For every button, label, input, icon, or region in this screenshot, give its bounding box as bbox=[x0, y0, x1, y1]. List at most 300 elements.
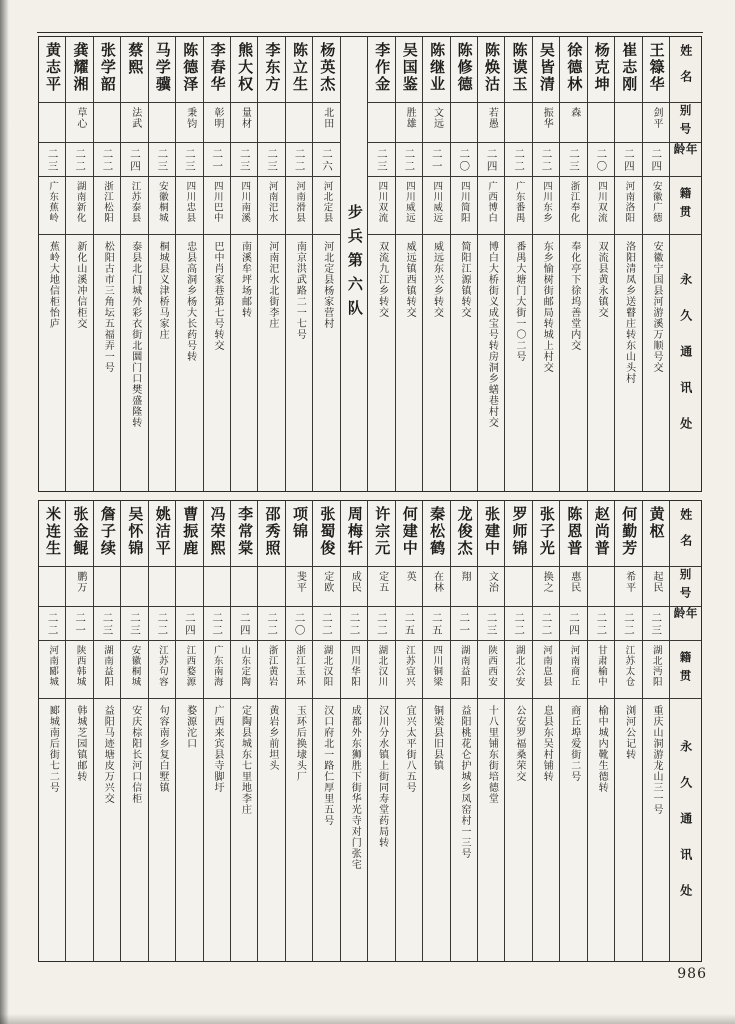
address-cell bbox=[313, 699, 339, 961]
name-text: 陈谟玉 bbox=[510, 42, 529, 93]
name-cell bbox=[505, 501, 531, 567]
name-cell bbox=[231, 501, 257, 567]
address-text: 公安罗福桑荣交 bbox=[513, 705, 525, 782]
age-text: 二二 bbox=[101, 148, 114, 173]
alias-cell bbox=[176, 567, 202, 607]
alias-text: 北田 bbox=[321, 107, 333, 129]
name-cell bbox=[121, 501, 147, 567]
native-text: 四川双流 bbox=[595, 181, 607, 223]
native-cell bbox=[396, 177, 422, 235]
header-native bbox=[670, 177, 701, 235]
native-cell bbox=[39, 177, 65, 235]
native-text: 四川威远 bbox=[403, 181, 415, 223]
age-text: 二一 bbox=[211, 148, 224, 173]
native-text: 广东蕉岭 bbox=[47, 181, 59, 223]
age-cell bbox=[286, 143, 312, 177]
header-native-label: 籍贯 bbox=[678, 651, 693, 688]
alias-cell bbox=[39, 103, 65, 143]
address-cell bbox=[643, 699, 669, 961]
address-text: 益阳桃花仑护城乡凤窑村一三号 bbox=[458, 705, 470, 859]
native-text: 河南息县 bbox=[541, 645, 553, 687]
header-native-label: 籍贯 bbox=[678, 187, 693, 224]
person-column bbox=[588, 37, 615, 491]
name-cell bbox=[615, 37, 641, 103]
person-column bbox=[643, 37, 670, 491]
native-text: 湖北汉川 bbox=[376, 645, 388, 687]
header-age-label: 年龄 bbox=[672, 143, 699, 162]
address-text: 新化山溪冲信柜交 bbox=[74, 241, 86, 329]
age-text: 二二 bbox=[513, 148, 526, 173]
alias-cell bbox=[423, 103, 449, 143]
alias-cell bbox=[368, 567, 394, 607]
address-cell bbox=[615, 699, 641, 961]
name-text: 陈继业 bbox=[428, 42, 447, 93]
age-cell bbox=[313, 607, 339, 641]
native-cell bbox=[204, 641, 230, 699]
alias-cell bbox=[341, 567, 367, 607]
name-text: 姚洁平 bbox=[153, 506, 172, 557]
native-text: 湖北沔阳 bbox=[650, 645, 662, 687]
roster-table-bottom bbox=[38, 500, 702, 962]
address-cell bbox=[258, 699, 284, 961]
alias-text: 定五 bbox=[376, 571, 388, 593]
name-cell bbox=[313, 501, 339, 567]
alias-text: 惠民 bbox=[568, 571, 580, 593]
address-text: 成都外东狮胜下街华光寺对门张宅 bbox=[349, 705, 361, 870]
age-text: 二四 bbox=[622, 148, 635, 173]
person-column bbox=[615, 501, 642, 961]
name-text: 黄志平 bbox=[44, 42, 63, 93]
alias-cell bbox=[204, 567, 230, 607]
age-text: 二三 bbox=[238, 148, 251, 173]
name-cell bbox=[149, 37, 175, 103]
age-cell bbox=[560, 143, 586, 177]
address-cell bbox=[368, 699, 394, 961]
native-cell bbox=[121, 641, 147, 699]
name-text: 熊大权 bbox=[236, 42, 255, 93]
age-cell bbox=[396, 143, 422, 177]
native-text: 江苏宜兴 bbox=[403, 645, 415, 687]
section-label-column bbox=[341, 37, 368, 491]
age-text: 二三 bbox=[156, 148, 169, 173]
age-text: 二二 bbox=[375, 612, 388, 637]
name-cell bbox=[39, 37, 65, 103]
name-text: 詹子续 bbox=[98, 506, 117, 557]
name-cell bbox=[94, 501, 120, 567]
native-cell bbox=[368, 177, 394, 235]
address-text: 益阳马迹塘皮万兴交 bbox=[102, 705, 114, 804]
address-text: 宜兴太平街八五号 bbox=[404, 705, 416, 793]
age-cell bbox=[643, 143, 669, 177]
name-text: 陈焕沽 bbox=[483, 42, 502, 93]
name-text: 邵秀照 bbox=[263, 506, 282, 557]
age-text: 二三 bbox=[485, 612, 498, 637]
header-alias bbox=[670, 567, 701, 607]
name-cell bbox=[478, 37, 504, 103]
person-column bbox=[176, 37, 203, 491]
header-name-label: 姓名 bbox=[678, 43, 693, 96]
age-cell bbox=[588, 607, 614, 641]
name-cell bbox=[643, 37, 669, 103]
age-cell bbox=[176, 607, 202, 641]
person-column bbox=[588, 501, 615, 961]
address-text: 玉环后换埭头厂 bbox=[294, 705, 306, 782]
name-cell bbox=[615, 501, 641, 567]
alias-cell bbox=[615, 567, 641, 607]
age-text: 二四 bbox=[485, 148, 498, 173]
native-cell bbox=[94, 641, 120, 699]
alias-cell bbox=[533, 103, 559, 143]
age-text: 二三 bbox=[128, 612, 141, 637]
person-column bbox=[533, 37, 560, 491]
alias-text: 若愚 bbox=[486, 107, 498, 129]
native-cell bbox=[643, 641, 669, 699]
address-text: 韩城芝园镇邮转 bbox=[74, 705, 86, 782]
age-text: 二三 bbox=[650, 612, 663, 637]
native-text: 河南滑县 bbox=[294, 181, 306, 223]
alias-text: 换之 bbox=[541, 571, 553, 593]
alias-text: 秉钧 bbox=[184, 107, 196, 129]
address-text: 婺源沱口 bbox=[184, 705, 196, 749]
alias-cell bbox=[121, 103, 147, 143]
address-cell bbox=[423, 235, 449, 491]
address-text: 南溪牟坪场邮转 bbox=[239, 241, 251, 318]
name-text: 崔志刚 bbox=[620, 42, 639, 93]
alias-cell bbox=[204, 103, 230, 143]
alias-cell bbox=[121, 567, 147, 607]
address-cell bbox=[341, 699, 367, 961]
person-column bbox=[258, 501, 285, 961]
name-text: 陈修德 bbox=[455, 42, 474, 93]
address-cell bbox=[368, 235, 394, 491]
name-text: 龙俊杰 bbox=[455, 506, 474, 557]
address-text: 榆中城内靴生德转 bbox=[596, 705, 608, 793]
address-cell bbox=[451, 699, 477, 961]
person-column bbox=[643, 501, 670, 961]
name-cell bbox=[505, 37, 531, 103]
name-text: 罗师锦 bbox=[510, 506, 529, 557]
alias-text: 起民 bbox=[651, 571, 663, 593]
address-text: 浏河公记转 bbox=[623, 705, 635, 760]
roster-table-top bbox=[38, 36, 702, 492]
address-cell bbox=[588, 699, 614, 961]
alias-cell bbox=[286, 103, 312, 143]
address-text: 东乡愉树街邮局转城上村交 bbox=[541, 241, 553, 373]
address-text: 河北定县杨家营村 bbox=[321, 241, 333, 329]
header-address-label: 永久通讯处 bbox=[678, 740, 693, 920]
name-cell bbox=[451, 501, 477, 567]
age-text: 二一 bbox=[74, 612, 87, 637]
address-cell bbox=[478, 235, 504, 491]
native-cell bbox=[204, 177, 230, 235]
person-column bbox=[396, 501, 423, 961]
age-text: 二二 bbox=[348, 612, 361, 637]
name-cell bbox=[423, 37, 449, 103]
age-cell bbox=[368, 143, 394, 177]
person-column bbox=[451, 37, 478, 491]
address-text: 河南汜水北街李庄 bbox=[266, 241, 278, 329]
native-cell bbox=[643, 177, 669, 235]
name-text: 张子光 bbox=[537, 506, 556, 557]
age-cell bbox=[396, 607, 422, 641]
name-text: 王簶华 bbox=[647, 42, 666, 93]
age-cell bbox=[451, 143, 477, 177]
roster-columns-bottom bbox=[39, 501, 701, 961]
age-cell bbox=[121, 143, 147, 177]
address-cell bbox=[533, 235, 559, 491]
alias-cell bbox=[313, 103, 339, 143]
address-cell bbox=[231, 235, 257, 491]
native-cell bbox=[533, 641, 559, 699]
person-column bbox=[149, 37, 176, 491]
age-cell bbox=[533, 607, 559, 641]
native-cell bbox=[505, 177, 531, 235]
alias-cell bbox=[451, 567, 477, 607]
age-text: 二四 bbox=[567, 612, 580, 637]
alias-cell bbox=[478, 103, 504, 143]
alias-text: 定欧 bbox=[321, 571, 333, 593]
native-cell bbox=[341, 641, 367, 699]
alias-text: 斐平 bbox=[294, 571, 306, 593]
person-column bbox=[451, 501, 478, 961]
age-cell bbox=[341, 607, 367, 641]
person-column bbox=[39, 501, 66, 961]
header-native bbox=[670, 641, 701, 699]
native-cell bbox=[478, 177, 504, 235]
native-text: 广东番禺 bbox=[513, 181, 525, 223]
address-text: 泰县北门城外彩衣街北圜门口樊盛隆转 bbox=[129, 241, 141, 428]
section-label-text: 步兵第六队 bbox=[345, 204, 364, 324]
header-address-label: 永久通讯处 bbox=[678, 273, 693, 453]
address-text: 简阳江源镇转交 bbox=[458, 241, 470, 318]
name-cell bbox=[66, 37, 92, 103]
native-text: 陕西韩城 bbox=[74, 645, 86, 687]
address-cell bbox=[39, 235, 65, 491]
name-cell bbox=[286, 501, 312, 567]
name-text: 米连生 bbox=[44, 506, 63, 557]
age-text: 二一 bbox=[430, 148, 443, 173]
alias-cell bbox=[66, 103, 92, 143]
age-text: 二四 bbox=[128, 148, 141, 173]
header-alias bbox=[670, 103, 701, 143]
name-cell bbox=[231, 37, 257, 103]
alias-cell bbox=[396, 567, 422, 607]
age-text: 二二 bbox=[321, 612, 334, 637]
name-cell bbox=[588, 37, 614, 103]
alias-cell bbox=[396, 103, 422, 143]
native-text: 四川铜梁 bbox=[431, 645, 443, 687]
age-text: 二二 bbox=[403, 148, 416, 173]
address-cell bbox=[588, 235, 614, 491]
name-cell bbox=[368, 37, 394, 103]
address-text: 威远东兴乡转交 bbox=[431, 241, 443, 318]
name-text: 陈德泽 bbox=[181, 42, 200, 93]
age-text: 二二 bbox=[513, 612, 526, 637]
alias-text: 胜雄 bbox=[404, 107, 416, 129]
alias-text: 量材 bbox=[239, 107, 251, 129]
native-text: 江苏泰县 bbox=[129, 181, 141, 223]
native-text: 甘肃榆中 bbox=[595, 645, 607, 687]
name-text: 陈立生 bbox=[290, 42, 309, 93]
address-text: 安徽宁国县河游溪万顺号交 bbox=[651, 241, 663, 373]
name-text: 张金鲲 bbox=[71, 506, 90, 557]
name-cell bbox=[258, 501, 284, 567]
native-cell bbox=[286, 641, 312, 699]
person-column bbox=[396, 37, 423, 491]
alias-text: 在林 bbox=[431, 571, 443, 593]
address-cell bbox=[505, 699, 531, 961]
alias-text: 法武 bbox=[129, 107, 141, 129]
name-cell bbox=[533, 501, 559, 567]
native-text: 江苏太仓 bbox=[623, 645, 635, 687]
person-column bbox=[505, 501, 532, 961]
alias-cell bbox=[231, 567, 257, 607]
person-column bbox=[505, 37, 532, 491]
age-text: 二二 bbox=[211, 612, 224, 637]
address-text: 息县东吴村铺转 bbox=[541, 705, 553, 782]
address-text: 句容南乡复白墅镇 bbox=[157, 705, 169, 793]
name-text: 陈恩普 bbox=[565, 506, 584, 557]
alias-cell bbox=[176, 103, 202, 143]
address-text: 汉口府北一路仁厚里五号 bbox=[321, 705, 333, 826]
person-column bbox=[204, 501, 231, 961]
address-text: 南京洪武路二一七号 bbox=[294, 241, 306, 340]
address-text: 蕉岭大地信柜怡庐 bbox=[47, 241, 59, 329]
age-cell bbox=[39, 143, 65, 177]
alias-cell bbox=[588, 103, 614, 143]
address-cell bbox=[560, 235, 586, 491]
address-cell bbox=[121, 699, 147, 961]
address-cell bbox=[204, 235, 230, 491]
address-text: 黄岩乡前坦头 bbox=[266, 705, 278, 771]
header-alias-label: 别号 bbox=[678, 104, 693, 141]
age-text: 二二 bbox=[156, 612, 169, 637]
alias-cell bbox=[94, 567, 120, 607]
name-text: 吴怀锦 bbox=[126, 506, 145, 557]
native-cell bbox=[94, 177, 120, 235]
address-text: 巴中肖家巷第七号转交 bbox=[212, 241, 224, 351]
alias-cell bbox=[368, 103, 394, 143]
name-cell bbox=[560, 37, 586, 103]
person-column bbox=[423, 501, 450, 961]
address-cell bbox=[451, 235, 477, 491]
address-cell bbox=[94, 235, 120, 491]
age-cell bbox=[149, 143, 175, 177]
address-cell bbox=[286, 699, 312, 961]
address-cell bbox=[533, 699, 559, 961]
alias-cell bbox=[505, 103, 531, 143]
age-cell bbox=[615, 607, 641, 641]
age-cell bbox=[588, 143, 614, 177]
age-cell bbox=[66, 607, 92, 641]
name-cell bbox=[258, 37, 284, 103]
name-text: 张建中 bbox=[483, 506, 502, 557]
native-text: 湖北公安 bbox=[513, 645, 525, 687]
native-text: 河南洛阳 bbox=[623, 181, 635, 223]
alias-text: 草心 bbox=[74, 107, 86, 129]
alias-text: 英 bbox=[404, 571, 416, 582]
name-text: 徐德林 bbox=[565, 42, 584, 93]
native-cell bbox=[313, 641, 339, 699]
address-cell bbox=[149, 235, 175, 491]
age-text: 二三 bbox=[183, 148, 196, 173]
person-column bbox=[231, 501, 258, 961]
native-text: 湖北汉阳 bbox=[321, 645, 333, 687]
address-text: 松阳古市三角坛五福弄一号 bbox=[102, 241, 114, 373]
header-address bbox=[670, 235, 701, 491]
native-cell bbox=[258, 177, 284, 235]
alias-cell bbox=[533, 567, 559, 607]
native-text: 浙江玉环 bbox=[294, 645, 306, 687]
alias-text: 彰明 bbox=[212, 107, 224, 129]
native-text: 四川南溪 bbox=[239, 181, 251, 223]
native-cell bbox=[533, 177, 559, 235]
name-cell bbox=[176, 37, 202, 103]
age-cell bbox=[533, 143, 559, 177]
name-cell bbox=[533, 37, 559, 103]
age-cell bbox=[39, 607, 65, 641]
alias-text: 振华 bbox=[541, 107, 553, 129]
age-text: 二四 bbox=[238, 612, 251, 637]
age-text: 二四 bbox=[650, 148, 663, 173]
person-column bbox=[286, 501, 313, 961]
address-text: 双流县黄永镇交 bbox=[596, 241, 608, 318]
person-column bbox=[368, 501, 395, 961]
person-column bbox=[313, 37, 340, 491]
address-cell bbox=[94, 699, 120, 961]
age-cell bbox=[204, 143, 230, 177]
age-text: 二三 bbox=[266, 148, 279, 173]
name-text: 何勤芳 bbox=[620, 506, 639, 557]
native-text: 四川简阳 bbox=[458, 181, 470, 223]
age-text: 二二 bbox=[266, 612, 279, 637]
person-column bbox=[39, 37, 66, 491]
person-column bbox=[341, 501, 368, 961]
address-cell bbox=[66, 699, 92, 961]
name-text: 李作金 bbox=[373, 42, 392, 93]
age-text: 二二 bbox=[540, 148, 553, 173]
person-column bbox=[121, 501, 148, 961]
native-text: 浙江黄岩 bbox=[266, 645, 278, 687]
alias-text: 翔 bbox=[458, 571, 470, 582]
section-label bbox=[341, 37, 367, 491]
native-cell bbox=[368, 641, 394, 699]
native-text: 四川威远 bbox=[431, 181, 443, 223]
age-text: 二二 bbox=[595, 612, 608, 637]
alias-cell bbox=[615, 103, 641, 143]
native-cell bbox=[588, 641, 614, 699]
age-cell bbox=[505, 607, 531, 641]
person-column bbox=[478, 37, 505, 491]
native-text: 广西博白 bbox=[486, 181, 498, 223]
age-cell bbox=[121, 607, 147, 641]
alias-cell bbox=[258, 567, 284, 607]
age-cell bbox=[643, 607, 669, 641]
name-text: 项锦 bbox=[290, 506, 309, 540]
address-cell bbox=[396, 699, 422, 961]
address-cell bbox=[560, 699, 586, 961]
person-column bbox=[231, 37, 258, 491]
name-cell bbox=[643, 501, 669, 567]
age-text: 二二 bbox=[293, 148, 306, 173]
alias-cell bbox=[286, 567, 312, 607]
native-text: 山东定陶 bbox=[239, 645, 251, 687]
age-text: 二二 bbox=[74, 148, 87, 173]
name-text: 龚耀湘 bbox=[71, 42, 90, 93]
address-text: 博白大桥街义成宝号转房洞乡蟮巷村交 bbox=[486, 241, 498, 428]
person-column bbox=[66, 501, 93, 961]
header-name-label: 姓名 bbox=[678, 507, 693, 560]
